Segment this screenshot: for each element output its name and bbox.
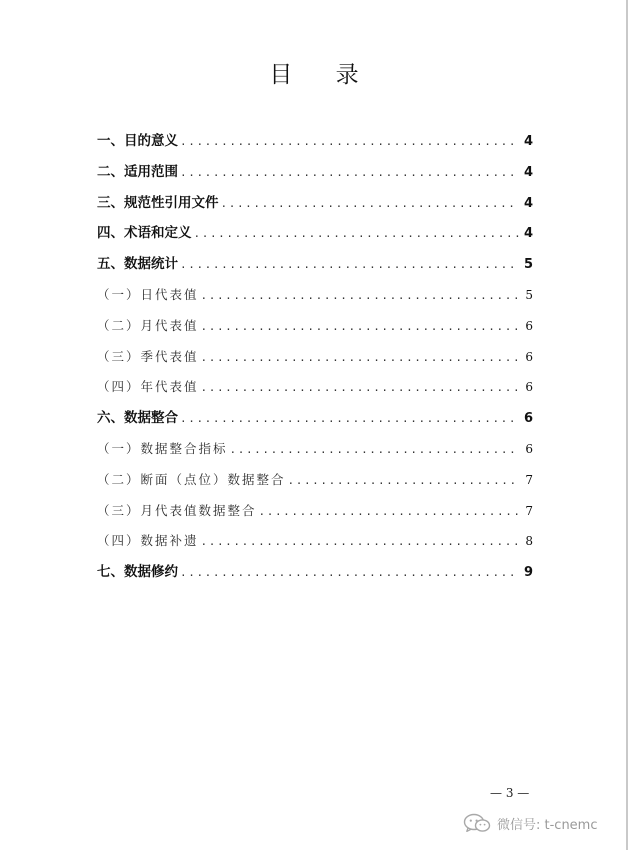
toc-subentry-page: 6 <box>525 380 533 395</box>
toc-entry-page: 4 <box>523 226 533 242</box>
toc-subentry-page: 5 <box>525 287 533 302</box>
footer-page-number: — 3 — <box>490 786 530 800</box>
toc-subentry-label: （一）日代表值 <box>97 286 199 302</box>
toc-entry-page: 5 <box>523 257 533 273</box>
toc-entry-label: 二、适用范围 <box>97 163 178 180</box>
toc-subentry[interactable] <box>97 378 533 409</box>
table-of-contents <box>97 132 533 594</box>
page-title: 目 录 <box>269 62 377 88</box>
toc-dot-leader <box>201 379 519 397</box>
toc-dot-leader <box>180 256 519 274</box>
toc-entry[interactable] <box>97 163 533 194</box>
toc-subentry-page: 6 <box>525 441 533 456</box>
toc-subentry[interactable] <box>97 502 533 533</box>
toc-subentry-label: （二）月代表值 <box>97 317 199 333</box>
toc-entry-label: 三、规范性引用文件 <box>97 194 219 211</box>
toc-dot-leader <box>201 533 519 551</box>
toc-dot-leader <box>221 195 520 213</box>
toc-subentry-page: 6 <box>525 318 533 333</box>
toc-entry-page: 6 <box>523 411 533 427</box>
toc-dot-leader <box>259 503 519 521</box>
wechat-icon <box>463 813 491 833</box>
toc-subentry[interactable] <box>97 348 533 379</box>
toc-subentry-label: （一）数据整合指标 <box>97 440 228 456</box>
toc-entry[interactable] <box>97 255 533 286</box>
toc-entry-page: 4 <box>523 164 533 180</box>
toc-entry[interactable] <box>97 563 533 594</box>
toc-subentry[interactable] <box>97 317 533 348</box>
toc-entry-label: 一、目的意义 <box>97 133 178 149</box>
toc-entry-page: 4 <box>523 195 533 211</box>
toc-subentry-label: （四）年代表值 <box>97 379 199 395</box>
toc-entry-label: 四、术语和定义 <box>97 225 192 242</box>
toc-entry-label: 五、数据统计 <box>97 256 178 273</box>
toc-dot-leader <box>201 287 519 305</box>
toc-subentry[interactable] <box>97 471 533 502</box>
toc-dot-leader <box>288 472 519 490</box>
toc-subentry-label: （三）月代表值数据整合 <box>97 502 257 518</box>
toc-dot-leader <box>180 133 519 151</box>
toc-subentry-page: 8 <box>525 534 533 549</box>
toc-subentry[interactable] <box>97 286 533 317</box>
toc-dot-leader <box>180 164 519 182</box>
toc-entry[interactable] <box>97 224 533 255</box>
toc-dot-leader <box>201 349 519 367</box>
toc-entry[interactable] <box>97 194 533 225</box>
toc-subentry-page: 7 <box>525 503 533 518</box>
toc-entry-label: 六、数据整合 <box>97 410 178 427</box>
wechat-watermark <box>463 813 598 833</box>
toc-entry-page: 9 <box>523 565 533 581</box>
toc-dot-leader <box>201 318 519 336</box>
toc-entry-label: 七、数据修约 <box>97 564 178 581</box>
toc-dot-leader <box>194 225 520 243</box>
toc-dot-leader <box>180 564 519 582</box>
toc-entry[interactable] <box>97 132 533 163</box>
toc-subentry[interactable] <box>97 440 533 471</box>
toc-subentry-page: 7 <box>525 472 533 487</box>
toc-subentry-label: （三）季代表值 <box>97 348 199 364</box>
toc-subentry-page: 6 <box>525 349 533 364</box>
toc-subentry-label: （四）数据补遗 <box>97 533 199 549</box>
toc-dot-leader <box>180 410 519 428</box>
toc-entry-page: 4 <box>523 134 533 149</box>
toc-subentry-label: （二）断面（点位）数据整合 <box>97 471 286 487</box>
toc-dot-leader <box>230 441 519 459</box>
toc-entry[interactable] <box>97 409 533 440</box>
toc-subentry[interactable] <box>97 532 533 563</box>
watermark-text: 微信号: t-cnemc <box>497 817 598 833</box>
